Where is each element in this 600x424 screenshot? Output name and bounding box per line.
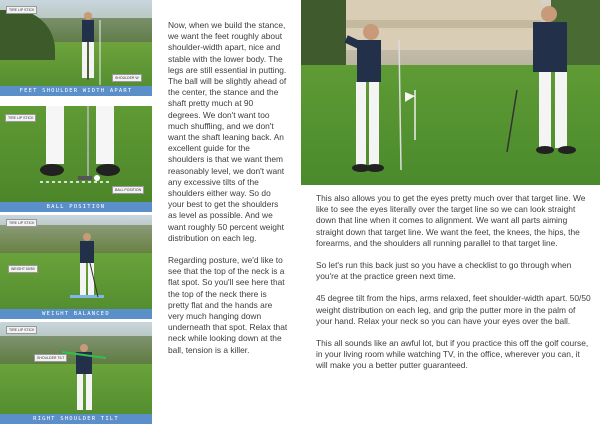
photo-ball-position: TIRE LIP STICK BALL POSITION BALL POSITION	[0, 106, 152, 212]
coaching-figures	[301, 0, 600, 185]
right-paragraph-2: So let's run this back just so you have a checklist to go through when you're at the practice green next time.	[316, 260, 572, 282]
caption-right-shoulder-tilt: RIGHT SHOULDER TILT	[0, 414, 152, 424]
left-text-column	[168, 20, 288, 367]
photo-coaching-scene	[301, 0, 600, 185]
photo-feet-shoulder-width: TIRE LIP STICK SHOULDER W FEET SHOULDER WIDTH APART	[0, 0, 152, 96]
right-paragraph-4: This all sounds like an awful lot, but if you practice this off the golf course, in your living room while watching TV, in the office, wherever you can, it will make you a better putter guaranteed.	[316, 338, 589, 371]
left-paragraph-2: Regarding posture, we'd like to see that the top of the neck is a flat spot. So you'll see here that the top of the neck there is pretty flat and the hands are very much hanging down underneath that spot. Relax that neck while looking down at the ball, tension is a killer.	[168, 255, 288, 355]
photo-weight-balanced: TIRE LIP STICK WEIGHT 50/50 WEIGHT BALANCED	[0, 215, 152, 319]
right-paragraph-3: 45 degree tilt from the hips, arms relaxed, feet shoulder-width apart. 50/50 weight distribution on each leg, and grip the putter more in the palm of your hand. Relax your neck so you can have your eyes over the ball.	[316, 293, 591, 326]
left-paragraph-1: Now, when we build the stance, we want the feet roughly about shoulder-width apart, nice and stable with the lower body. The legs are still essential in putting. The ball will be slightly ahead of the center, the stance and the shaft pretty much at 90 degrees. We don't want too much shuffling, and we don't want the shaft leaning back. An excellent guide for the shoulders is that we want them reasonably level, we don't want any excessive tilts of the shoulders either way. So do your best to get the shoulders as level as possible. And we want roughly 50 percent weight distribution on each leg.	[168, 20, 287, 243]
right-text-column	[316, 193, 592, 383]
caption-ball-position: BALL POSITION	[0, 202, 152, 212]
photo-right-shoulder-tilt: TIRE LIP STICK SHOULDER TILT RIGHT SHOULDER TILT	[0, 322, 152, 424]
shoulder-tilt-figure	[0, 322, 152, 424]
caption-feet-shoulder-width: FEET SHOULDER WIDTH APART	[0, 86, 152, 96]
caption-weight-balanced: WEIGHT BALANCED	[0, 309, 152, 319]
right-paragraph-1: This also allows you to get the eyes pretty much over that target line. We like to see the eyes literally over the target line so we can look straight down that line when it comes to alignment. We want all parts aiming straight down that target line. We want the feet, the knees, the hips, the forearms, and the shoulders all running parallel to that target line.	[316, 193, 586, 248]
